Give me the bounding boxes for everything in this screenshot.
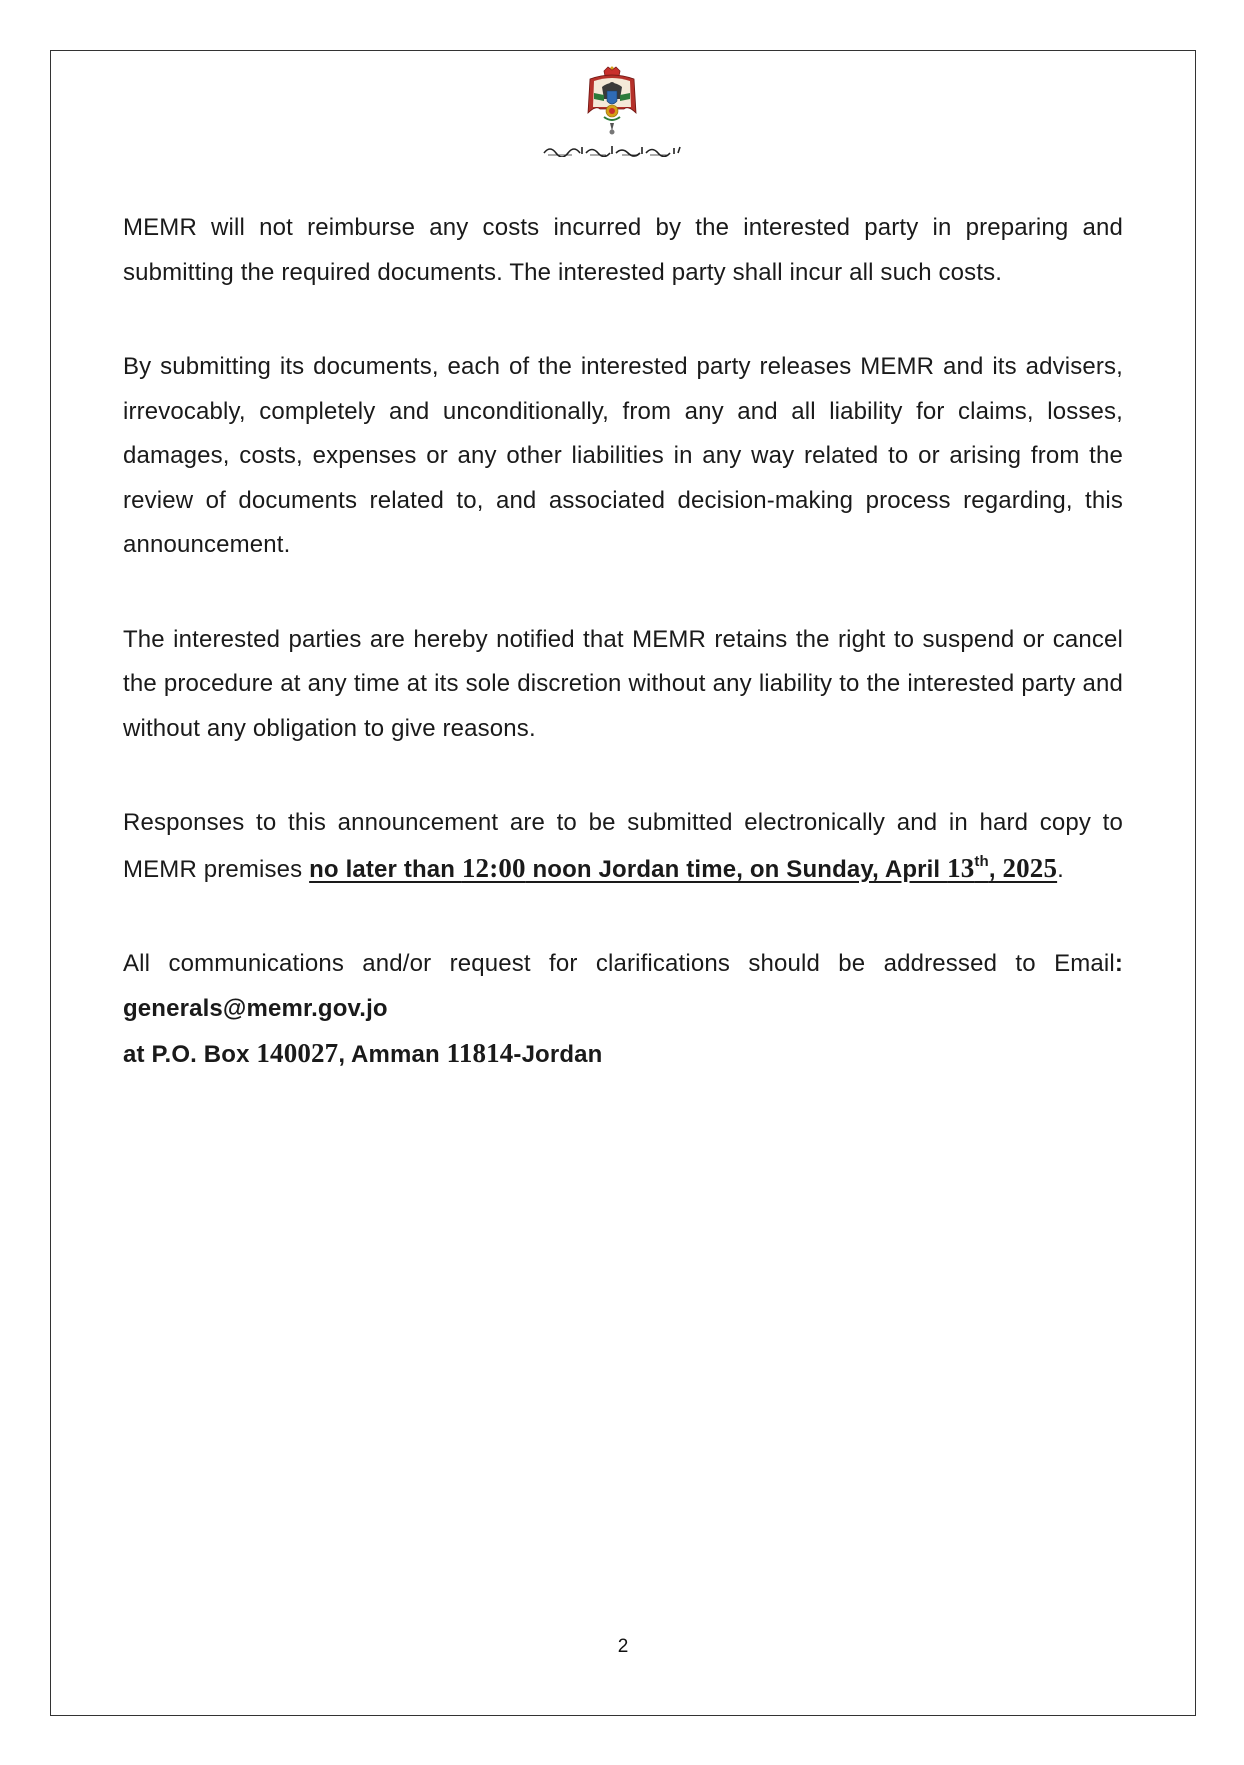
- address-text-b: , Amman: [338, 1041, 447, 1068]
- deadline-lead-text: Responses to this announcement are to be submitted electronically and in hard copy to MEMR premises: [123, 809, 1123, 883]
- contact-colon: :: [1114, 950, 1123, 977]
- paragraph-right-to-suspend: The interested parties are hereby notified that MEMR retains the right to suspend or cancel the procedure at any time at its sole discretion without any liability to the interested party and without any obligation to give reasons.: [123, 625, 1123, 742]
- paragraph-costs: MEMR will not reimburse any costs incurred by the interested party in preparing and submitting the required documents. The interested party shall incur all such costs.: [123, 214, 1123, 286]
- postal-address: [123, 1031, 1123, 1078]
- deadline-year: 2025: [1002, 852, 1058, 883]
- jordan-royal-crest-icon: [582, 65, 642, 137]
- contact-lead-text: All communications and/or request for clarifications should be addressed to Email: [123, 950, 1115, 977]
- contact-email-link[interactable]: generals@memr.gov.jo: [123, 994, 388, 1022]
- paragraph-liability-release: By submitting its documents, each of the interested party releases MEMR and its advisers, irrevocably, completely and unconditionally, from any and all liability for claims, losses, damages, costs, expenses or any other liabilities in any way related to or arising from the review of documents related to, and associated decision-making process regarding, this announcement.: [123, 353, 1123, 558]
- paragraph-contact: [123, 942, 1123, 1031]
- document-body: [123, 206, 1123, 1078]
- postal-address-line: [123, 1038, 603, 1068]
- postal-code: 11814: [446, 1038, 514, 1068]
- address-text-a: at P.O. Box: [123, 1041, 257, 1068]
- deadline-time: 12:00: [461, 852, 526, 883]
- deadline-text-a: no later than: [309, 855, 462, 883]
- deadline-end: .: [1057, 855, 1064, 883]
- submission-deadline: [309, 852, 1058, 883]
- deadline-day-suffix: th: [974, 852, 989, 870]
- letterhead: [51, 51, 1195, 171]
- deadline-separator: ,: [988, 855, 1003, 883]
- address-text-c: -Jordan: [513, 1041, 603, 1068]
- page-number: 2: [617, 1636, 629, 1657]
- po-box-number: 140027: [256, 1038, 339, 1068]
- paragraph-submission-deadline: [123, 801, 1123, 892]
- deadline-day: 13: [947, 852, 975, 883]
- page-border: [50, 50, 1196, 1716]
- ministry-name-calligraphy: [542, 143, 682, 157]
- deadline-text-b: noon Jordan time, on Sunday, April: [525, 855, 948, 883]
